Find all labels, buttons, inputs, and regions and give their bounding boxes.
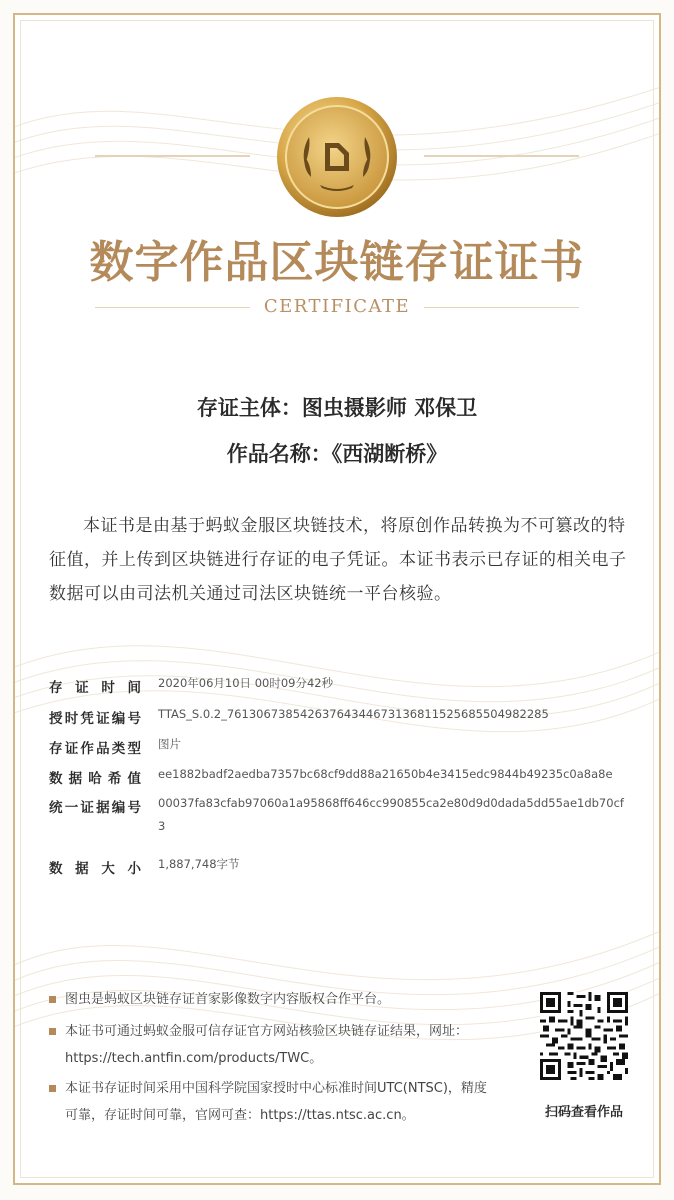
detail-value: 1,887,748字节 [158,857,240,871]
work-value: 《西湖断桥》 [331,442,448,466]
description-text: 本证书是由基于蚂蚁金服区块链技术，将原创作品转换为不可篡改的特征值，并上传到区块链进行存证的电子凭证。本证书表示已存证的相关电子数据可以由司法机关通过司法区块链统一平台核验。 [49,516,627,604]
bullet-square-icon [49,1028,56,1035]
detail-label: 存证时间 [49,680,141,696]
detail-label: 数据大小 [49,861,141,877]
rule-right-top [424,155,579,157]
qr-label: 扫码查看作品 [544,1105,623,1120]
note-item: 本证书存证时间采用中国科学院国家授时中心标准时间UTC(NTSC)，精度可靠，存证时间可靠，官网可查：https://ttas.ntsc.ac.cn。 [49,1075,499,1129]
detail-value: TTAS_S.0.2_76130673854263764344673136811525685504982285 [158,707,549,721]
qr-code-icon[interactable] [540,992,628,1080]
detail-value: 00037fa83cfab97060a1a95868ff646cc990855ca2e80d9d0dada5dd55ae1db70cf3 [158,796,624,833]
subject-value: 图虫摄影师 邓保卫 [301,396,478,420]
certificate-title: 数字作品区块链存证证书 [89,237,585,288]
rule-right-sub [424,307,579,308]
detail-label: 授时凭证编号 [49,711,141,727]
bullet-square-icon [49,1085,56,1092]
detail-value: 图片 [158,737,181,751]
note-item: 本证书可通过蚂蚁金服可信存证官方网站核验区块链存证结果，网址：https://tech.antfin.com/products/TWC。 [49,1018,499,1072]
note-item: 图虫是蚂蚁区块链存证首家影像数字内容版权合作平台。 [49,986,499,1013]
rule-left-top [95,155,250,157]
detail-value: 2020年06月10日 00时09分42秒 [158,676,334,690]
certificate-subtitle: CERTIFICATE [263,296,411,317]
subject-label: 存证主体： [196,396,302,420]
subject-line [0,392,674,422]
bullet-square-icon [49,996,56,1003]
detail-label: 存证作品类型 [49,741,141,757]
work-label: 作品名称： [226,442,332,466]
detail-label: 统一证据编号 [49,800,141,816]
work-line [0,438,674,468]
detail-label: 数据哈希值 [49,771,141,787]
seal-logo-icon [275,95,399,219]
detail-value: ee1882badf2aedba7357bc68cf9dd88a21650b4e3415edc9844b49235c0a8a8e [158,767,613,781]
description-paragraph [49,509,635,611]
